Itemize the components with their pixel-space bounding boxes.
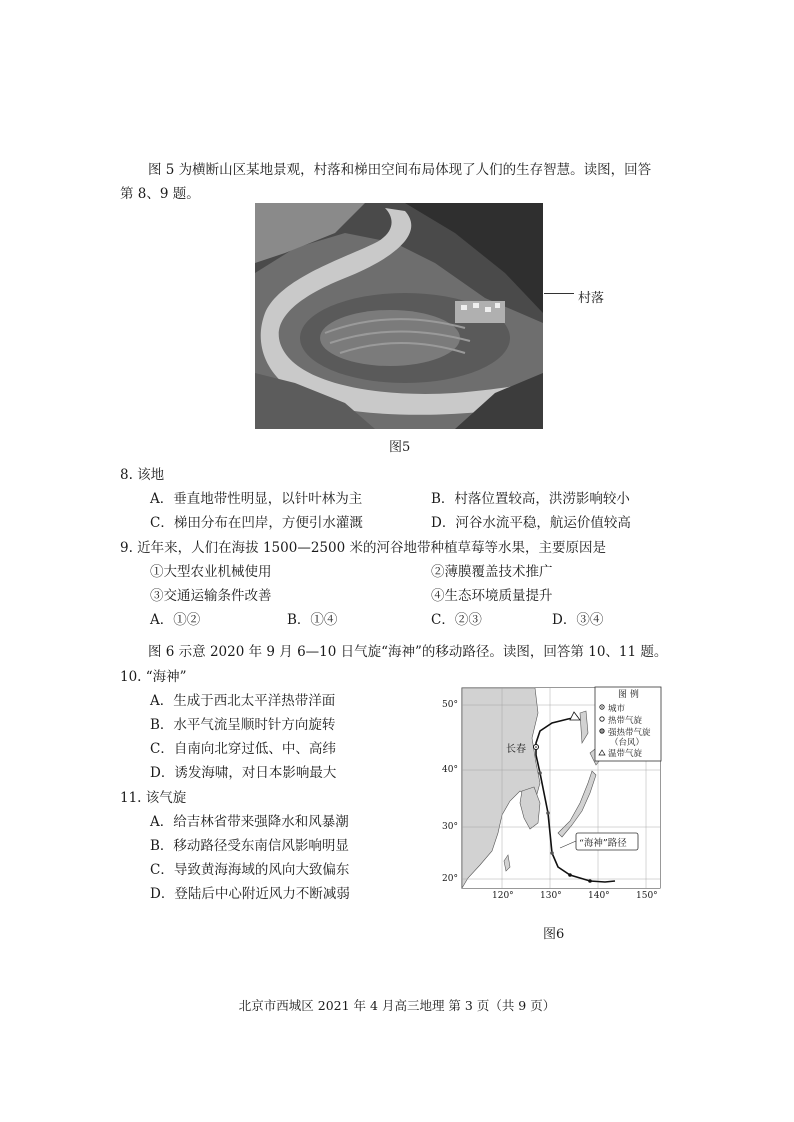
figure5-caption: 图5 (389, 440, 411, 455)
map-legend-extratropical-cyclone: 温带气旋 (608, 749, 643, 759)
q9-statement-4: ④生态环境质量提升 (431, 588, 553, 604)
q8-option-c: C．梯田分布在凹岸，方便引水灌溉 (150, 515, 363, 531)
figure6-map (440, 683, 665, 913)
map-city-changchun: 长春 (506, 744, 526, 755)
q9-option-c: C．②③ (431, 612, 482, 628)
q8-option-a: A．垂直地带性明显，以针叶林为主 (150, 491, 363, 507)
q11-option-b: B．移动路径受东南信风影响明显 (150, 838, 349, 854)
map-lon-150: 150° (636, 891, 658, 901)
map-legend-strong-tropical-cyclone: 强热带气旋 (608, 728, 651, 738)
q9-stem: 9. 近年来，人们在海拔 1500—2500 米的河谷地带种植草莓等水果，主要原因是 (120, 540, 606, 556)
q9-option-d: D．③④ (552, 612, 604, 628)
q11-option-a: A．给吉林省带来强降水和风暴潮 (150, 814, 349, 830)
q9-statement-1: ①大型农业机械使用 (150, 564, 272, 580)
q8-option-d: D．河谷水流平稳，航运价值较高 (431, 515, 631, 531)
page-footer: 北京市西城区 2021 年 4 月高三地理 第 3 页（共 9 页） (238, 998, 556, 1013)
q11-option-d: D．登陆后中心附近风力不断减弱 (150, 886, 350, 902)
figure5-landscape-photo (255, 203, 543, 429)
q9-statement-3: ③交通运输条件改善 (150, 588, 272, 604)
figure6-caption: 图6 (543, 927, 565, 942)
q9-statement-2: ②薄膜覆盖技术推广 (431, 564, 553, 580)
village-label: 村落 (578, 291, 605, 306)
q9-option-b: B．①④ (287, 612, 338, 628)
map-path-label: “海神”路径 (579, 838, 627, 849)
intro-q10-11: 图 6 示意 2020 年 9 月 6—10 日气旋“海神”的移动路径。读图，回答第 10、11 题。 (148, 644, 668, 660)
map-legend-title: 图 例 (618, 690, 639, 700)
intro-q8-9-line2: 第 8、9 题。 (120, 186, 200, 202)
map-lat-50: 50° (442, 700, 458, 710)
q10-option-a: A．生成于西北太平洋热带洋面 (150, 693, 336, 709)
map-lon-140: 140° (588, 891, 610, 901)
map-lat-30: 30° (442, 822, 458, 832)
map-lat-20: 20° (442, 874, 458, 884)
intro-q8-9-line1: 图 5 为横断山区某地景观，村落和梯田空间布局体现了人们的生存智慧。读图，回答 (148, 162, 652, 178)
map-lat-40: 40° (442, 765, 458, 775)
q8-stem: 8. 该地 (120, 467, 165, 483)
map-lon-120: 120° (492, 891, 514, 901)
village-pointer-line (544, 293, 574, 294)
q8-option-b: B．村落位置较高，洪涝影响较小 (431, 491, 630, 507)
map-legend-city: 城市 (608, 704, 626, 714)
q10-option-b: B．水平气流呈顺时针方向旋转 (150, 717, 336, 733)
map-lon-130: 130° (540, 891, 562, 901)
map-legend-typhoon: （台风） (610, 738, 645, 748)
q10-option-c: C．自南向北穿过低、中、高纬 (150, 741, 336, 757)
map-legend-tropical-cyclone: 热带气旋 (608, 716, 643, 726)
q11-option-c: C．导致黄海海域的风向大致偏东 (150, 862, 350, 878)
q11-stem: 11. 该气旋 (120, 790, 187, 806)
q10-stem: 10. “海神” (120, 669, 187, 685)
q9-option-a: A．①② (150, 612, 201, 628)
q10-option-d: D．诱发海啸，对日本影响最大 (150, 765, 337, 781)
